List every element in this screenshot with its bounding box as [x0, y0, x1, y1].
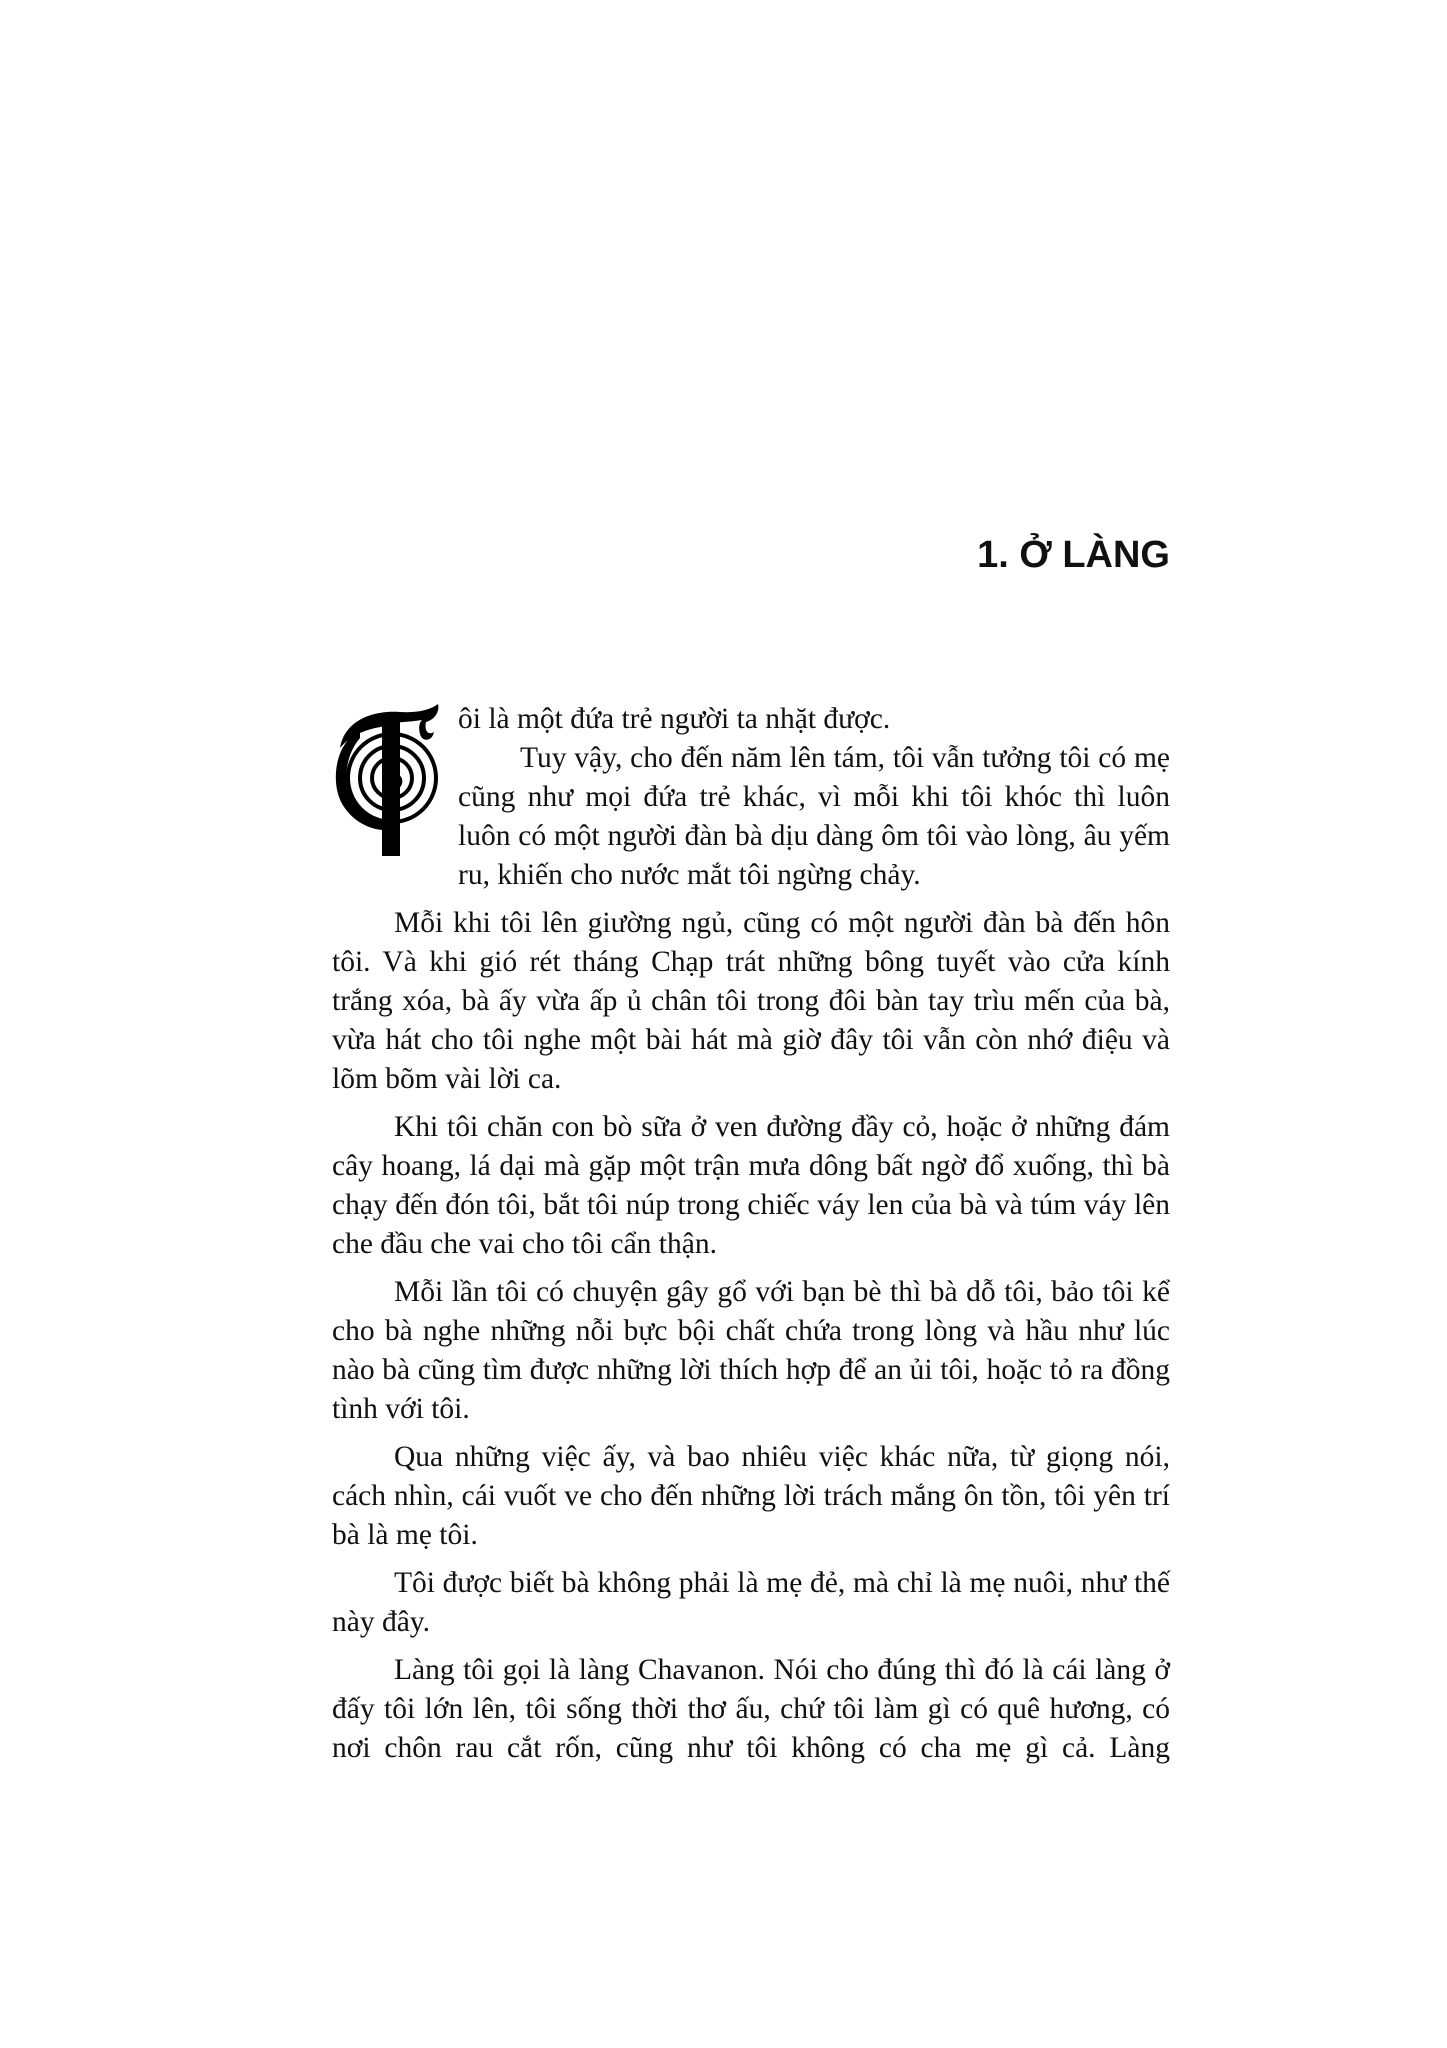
paragraph-1-text: Tuy vậy, cho đến năm lên tám, tôi vẫn tưởng tôi có mẹ cũng như mọi đứa trẻ khác, vì mỗi khi tôi khóc thì luôn luôn có một người đàn bà dịu dàng ôm tôi vào lòng, âu yếm ru, khiến cho nước mắt tôi ngừng chảy.	[458, 742, 1170, 891]
paragraph-1	[332, 700, 1170, 895]
paragraph-7: Làng tôi gọi là làng Chavanon. Nói cho đúng thì đó là cái làng ở đấy tôi lớn lên, tôi sống thời thơ ấu, chứ tôi làm gì có quê hương, có nơi chôn rau cắt rốn, cũng như tôi không có cha mẹ gì cả. Làng	[332, 1654, 1170, 1764]
paragraph-4: Mỗi lần tôi có chuyện gây gổ với bạn bè thì bà dỗ tôi, bảo tôi kể cho bà nghe những nỗi bực bội chất chứa trong lòng và hầu như lúc nào bà cũng tìm được những lời thích hợp để an ủi tôi, hoặc tỏ ra đồng tình với tôi.	[332, 1276, 1170, 1425]
paragraph-1-first-line: ôi là một đứa trẻ người ta nhặt được.	[458, 703, 891, 735]
chapter-title: 1. Ở LÀNG	[977, 534, 1170, 576]
chapter-body	[332, 700, 1170, 1777]
paragraph-5: Qua những việc ấy, và bao nhiêu việc khác nữa, từ giọng nói, cách nhìn, cái vuốt ve cho đến những lời trách mắng ôn tồn, tôi yên trí bà là mẹ tôi.	[332, 1441, 1170, 1551]
paragraph-6: Tôi được biết bà không phải là mẹ đẻ, mà chỉ là mẹ nuôi, như thế này đây.	[332, 1567, 1170, 1638]
paragraph-2: Mỗi khi tôi lên giường ngủ, cũng có một người đàn bà đến hôn tôi. Và khi gió rét tháng Chạp trát những bông tuyết vào cửa kính trắng xóa, bà ấy vừa ấp ủ chân tôi trong đôi bàn tay trìu mến của bà, vừa hát cho tôi nghe một bài hát mà giờ đây tôi vẫn còn nhớ điệu và lõm bõm vài lời ca.	[332, 907, 1170, 1095]
ornamental-drop-cap-icon	[330, 702, 448, 858]
paragraph-3: Khi tôi chăn con bò sữa ở ven đường đầy cỏ, hoặc ở những đám cây hoang, lá dại mà gặp một trận mưa dông bất ngờ đổ xuống, thì bà chạy đến đón tôi, bắt tôi núp trong chiếc váy len của bà và túm váy lên che đầu che vai cho tôi cẩn thận.	[332, 1111, 1170, 1260]
